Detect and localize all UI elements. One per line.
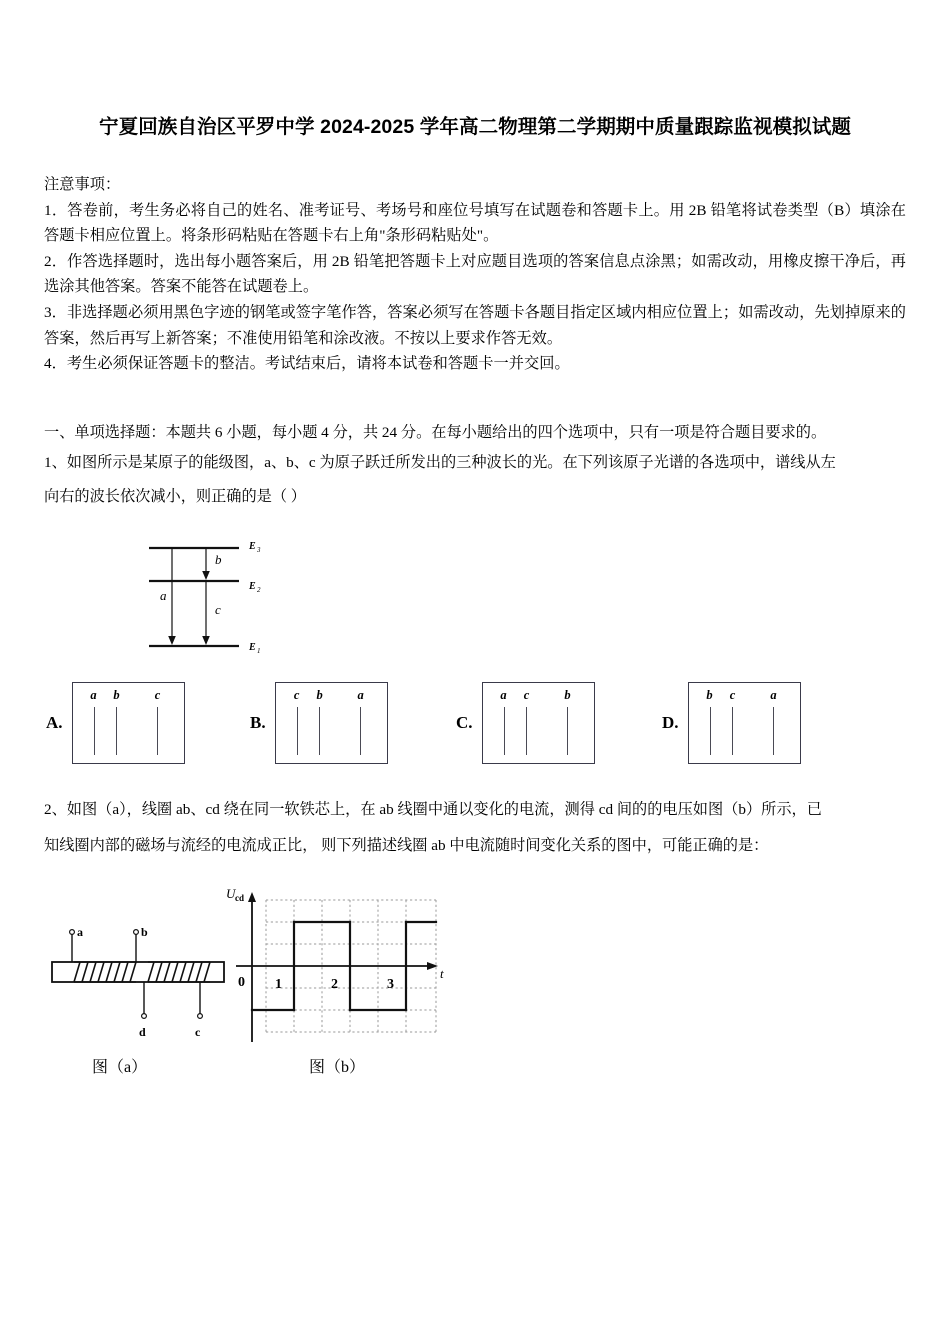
spectral-line <box>94 707 96 755</box>
option-b-spectrum <box>275 682 388 764</box>
option-c[interactable] <box>456 682 595 764</box>
energy-level-label-e2: E <box>249 580 256 592</box>
spectral-line-label: a <box>90 687 97 702</box>
notice-block <box>44 172 906 377</box>
spectral-line-label: b <box>113 687 120 702</box>
question-2-line-1: 2、如图（a），线圈 ab、cd 绕在同一软铁芯上，在 ab 线圈中通以变化的电流，测得 cd 间的的电压如图（b）所示，已 <box>44 800 822 818</box>
question-1-line-1: 1、如图所示是某原子的能级图，a、b、c 为原子跃迁所发出的三种波长的光。在下列该原子光谱的各选项中，谱线从左 <box>44 453 836 471</box>
terminal-label-d: d <box>139 1024 146 1039</box>
spectral-line <box>773 707 775 755</box>
figure-a-transformer <box>44 910 244 1050</box>
energy-level-sub-1: 1 <box>257 646 261 655</box>
option-c-spectrum <box>482 682 595 764</box>
spectral-line-label: a <box>770 687 777 702</box>
spectral-line <box>116 707 118 755</box>
spectral-line <box>319 707 321 755</box>
transition-label-c: c <box>215 601 221 617</box>
option-d-spectrum <box>688 682 801 764</box>
spectral-line <box>732 707 734 755</box>
terminal-label-a: a <box>77 924 83 939</box>
spectral-line-label: c <box>729 687 736 702</box>
spectral-line <box>297 707 299 755</box>
spectral-line <box>567 707 569 755</box>
notice-item-4: 4．考生必须保证答题卡的整洁。考试结束后，请将本试卷和答题卡一并交回。 <box>44 355 570 373</box>
figure-b-caption: 图（b） <box>309 1058 366 1076</box>
section-heading: 一、单项选择题：本题共 6 小题，每小题 4 分，共 24 分。在每小题给出的四个选项中，只有一项是符合题目要求的。 <box>44 423 827 441</box>
option-d[interactable] <box>662 682 801 764</box>
question-2-line-2: 知线圈内部的磁场与流经的电流成正比， 则下列描述线圈 ab 中电流随时间变化关系的图中，可能正确的是： <box>44 836 769 854</box>
spectral-line-label: c <box>523 687 530 702</box>
chart-y-axis-arrow <box>248 892 256 902</box>
spectral-line-label: b <box>316 687 323 702</box>
chart-x-axis-label: t <box>440 965 444 981</box>
figure-b-voltage-chart <box>224 882 454 1057</box>
chart-y-axis-label: U <box>226 885 236 901</box>
terminal-label-c: c <box>195 1024 201 1039</box>
energy-level-diagram <box>139 528 379 658</box>
chart-origin-label: 0 <box>238 974 245 990</box>
option-d-key: D. <box>662 712 679 732</box>
question-1-line-2: 向右的波长依次减小，则正确的是（ ） <box>44 487 306 505</box>
page-content <box>44 0 906 1092</box>
chart-y-axis-label-sub: cd <box>235 892 244 903</box>
option-a-spectrum <box>72 682 185 764</box>
transition-label-a: a <box>160 587 167 603</box>
question-2-figures <box>44 882 906 1092</box>
spectral-line <box>526 707 528 755</box>
terminal-label-b: b <box>141 924 148 939</box>
energy-level-label-e3: E <box>249 540 256 552</box>
notice-heading: 注意事项： <box>44 176 121 193</box>
option-b-key: B. <box>250 712 266 732</box>
notice-item-1: 1．答卷前，考生务必将自己的姓名、准考证号、考场号和座位号填写在试题卷和答题卡上。用 2B 铅笔将试卷类型（B）填涂在答题卡相应位置上。将条形码粘贴在答题卡右上角"条形码粘贴处"。 <box>44 201 906 245</box>
question-1-options <box>44 682 906 774</box>
notice-item-3: 3．非选择题必须用黑色字迹的钢笔或签字笔作答，答案必须写在答题卡各题目指定区域内相应位置上；如需改动，先划掉原来的答案，然后再写上新答案；不准使用铅笔和涂改液。不按以上要求作答无效。 <box>44 303 906 347</box>
figure-a-caption: 图（a） <box>92 1058 148 1076</box>
spectral-line <box>710 707 712 755</box>
spectral-line-label: b <box>706 687 713 702</box>
page-title: 宁夏回族自治区平罗中学 2024-2025 学年高二物理第二学期期中质量跟踪监视模拟试题 <box>99 116 851 138</box>
spectral-line-label: c <box>154 687 161 702</box>
spectral-line-label: c <box>293 687 300 702</box>
chart-xtick-label: 1 <box>275 976 282 992</box>
option-a-key: A. <box>46 712 63 732</box>
transition-label-b: b <box>215 551 222 567</box>
option-c-key: C. <box>456 712 473 732</box>
spectral-line <box>360 707 362 755</box>
spectral-line-label: b <box>564 687 571 702</box>
spectral-line-label: a <box>357 687 364 702</box>
option-a[interactable] <box>46 682 185 764</box>
notice-item-2: 2．作答选择题时，选出每小题答案后，用 2B 铅笔把答题卡上对应题目选项的答案信息点涂黑；如需改动，用橡皮擦干净后，再选涂其他答案。答案不能答在试题卷上。 <box>44 252 906 296</box>
chart-xtick-label: 2 <box>331 976 338 992</box>
energy-level-sub-3: 3 <box>257 545 261 554</box>
spectral-line <box>504 707 506 755</box>
spectral-line-label: a <box>500 687 507 702</box>
chart-xtick-label: 3 <box>387 976 394 992</box>
energy-level-label-e1: E <box>249 641 256 653</box>
spectral-line <box>157 707 159 755</box>
option-b[interactable] <box>250 682 388 764</box>
energy-level-sub-2: 2 <box>257 585 261 594</box>
